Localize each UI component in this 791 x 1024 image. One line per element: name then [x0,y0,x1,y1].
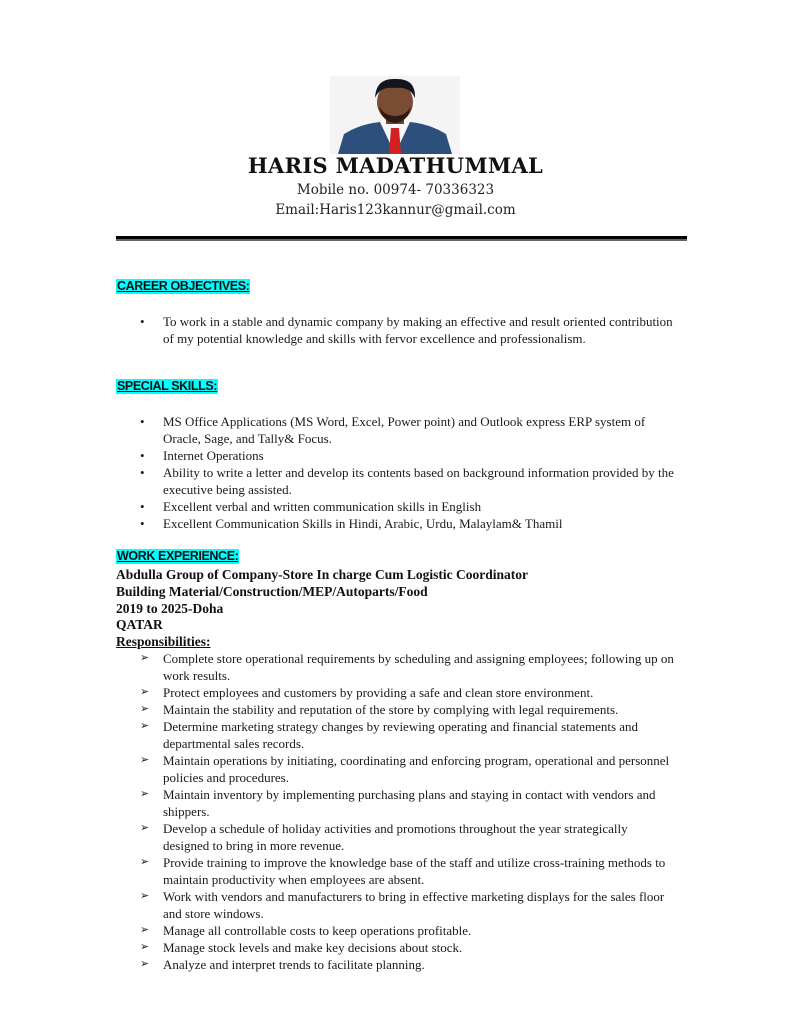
career-objectives-list [116,313,676,347]
list-item [116,922,676,939]
email-address[interactable]: Email:Haris123kannur@gmail.com [275,202,516,218]
list-item-text: To work in a stable and dynamic company by making an effective and result oriented contribution of my potential knowledge and skills with fervor excellence and professionalism. [163,314,673,346]
list-item-text: Protect employees and customers by providing a safe and clean store environment. [163,685,594,700]
list-item-text: Maintain inventory by implementing purchasing plans and staying in contact with vendors and shippers. [163,787,656,819]
arrow-bullet-icon: ➢ [140,652,150,664]
list-item-text: Develop a schedule of holiday activities and promotions throughout the year strategically designed to bring in more revenue. [163,821,628,853]
bullet-icon: • [140,448,145,463]
list-item [116,701,676,718]
list-item [116,313,676,347]
bullet-icon: • [140,414,145,429]
arrow-bullet-icon: ➢ [140,754,150,766]
company-role: Abdulla Group of Company-Store In charge Cum Logistic Coordinator [116,567,529,582]
section-title-career-objectives: CAREER OBJECTIVES: [117,279,250,293]
list-item [116,464,676,498]
list-item-text: Internet Operations [163,448,264,463]
list-item [116,498,676,515]
list-item [116,854,676,888]
list-item-text: Manage stock levels and make key decisions about stock. [163,940,463,955]
list-item [116,820,676,854]
special-skills-list [116,413,676,532]
list-item [116,752,676,786]
arrow-bullet-icon: ➢ [140,941,150,953]
company-sectors: Building Material/Construction/MEP/Autoparts/Food [116,584,428,599]
section-title-special-skills: SPECIAL SKILLS: [117,379,218,393]
candidate-name: HARIS MADATHUMMAL [247,153,544,178]
mobile-number: Mobile no. 00974- 70336323 [296,182,495,198]
arrow-bullet-icon: ➢ [140,822,150,834]
bullet-icon: • [140,465,145,480]
arrow-bullet-icon: ➢ [140,856,150,868]
arrow-bullet-icon: ➢ [140,703,150,715]
arrow-bullet-icon: ➢ [140,788,150,800]
profile-photo [330,76,460,154]
list-item-text: Work with vendors and manufacturers to bring in effective marketing displays for the sales floor and store windows. [163,889,665,921]
list-item-text: MS Office Applications (MS Word, Excel, Power point) and Outlook express ERP system of Oracle, Sage, and Tally& Focus. [163,414,646,446]
arrow-bullet-icon: ➢ [140,890,150,902]
responsibilities-list [116,650,676,973]
list-item-text: Excellent verbal and written communication skills in English [163,499,482,514]
list-item-text: Maintain the stability and reputation of the store by complying with legal requirements. [163,702,619,717]
employment-period: 2019 to 2025-Doha [116,601,224,616]
arrow-bullet-icon: ➢ [140,958,150,970]
list-item-text: Maintain operations by initiating, coordinating and enforcing program, operational and personnel policies and procedures. [163,753,670,785]
list-item-text: Provide training to improve the knowledge base of the staff and utilize cross-training methods to maintain productivity when employees are absent. [163,855,666,887]
portrait-image [330,76,460,154]
section-title-work-experience: WORK EXPERIENCE: [117,549,239,563]
header-divider-shadow [116,239,687,241]
responsibilities-title: Responsibilities: [116,634,211,649]
employment-country: QATAR [116,617,163,632]
list-item-text: Ability to write a letter and develop its contents based on background information provided by the executive being assisted. [163,465,674,497]
bullet-icon: • [140,499,145,514]
list-item [116,888,676,922]
list-item-text: Complete store operational requirements by scheduling and assigning employees; following up on work results. [163,651,674,683]
list-item [116,650,676,684]
list-item [116,956,676,973]
arrow-bullet-icon: ➢ [140,924,150,936]
list-item [116,413,676,447]
bullet-icon: • [140,314,145,329]
list-item [116,718,676,752]
list-item [116,786,676,820]
list-item-text: Analyze and interpret trends to facilitate planning. [163,957,425,972]
list-item-text: Excellent Communication Skills in Hindi, Arabic, Urdu, Malaylam& Thamil [163,516,563,531]
list-item [116,447,676,464]
list-item-text: Manage all controllable costs to keep operations profitable. [163,923,472,938]
bullet-icon: • [140,516,145,531]
list-item [116,939,676,956]
arrow-bullet-icon: ➢ [140,720,150,732]
list-item [116,515,676,532]
list-item [116,684,676,701]
arrow-bullet-icon: ➢ [140,686,150,698]
list-item-text: Determine marketing strategy changes by reviewing operating and financial statements and departmental sales records. [163,719,639,751]
